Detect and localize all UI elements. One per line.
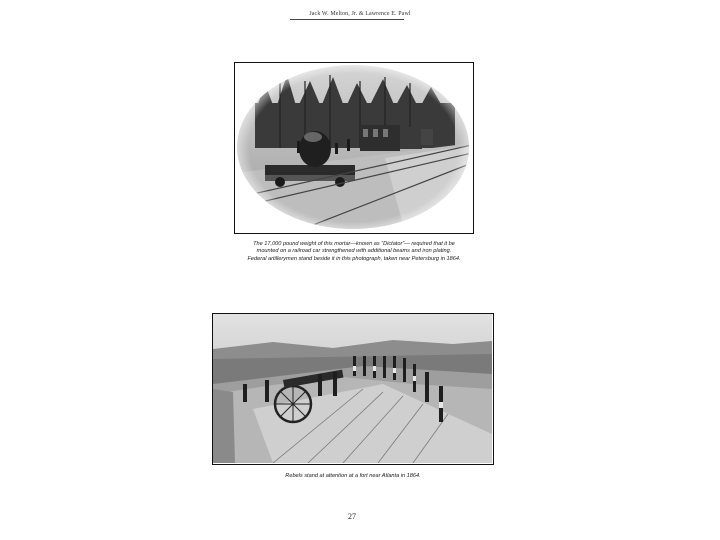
caption-line: Rebels stand at attention at a fort near Atlanta in 1864. — [285, 473, 421, 479]
photo-fort-atlanta — [212, 313, 494, 465]
running-head: Jack W. Melton, Jr. & Lawrence E. Pawl — [309, 11, 411, 17]
fort-photo-illustration — [213, 314, 492, 463]
mortar-photo-illustration — [235, 63, 472, 232]
photo-dictator-mortar — [234, 62, 474, 234]
header-rule — [290, 19, 404, 20]
caption-line: The 17,000 pound weight of this mortar—known as “Dictator”— required that it be — [253, 241, 455, 247]
caption-line: mounted on a railroad car strengthened with additional beams and iron plating. — [256, 248, 452, 255]
caption-line: Federal artillerymen stand beside it in this photograph, taken near Petersburg in 1864. — [247, 255, 461, 262]
caption-fort-atlanta — [212, 473, 494, 480]
page-number: 27 — [348, 512, 356, 521]
caption-dictator-mortar — [234, 241, 474, 263]
